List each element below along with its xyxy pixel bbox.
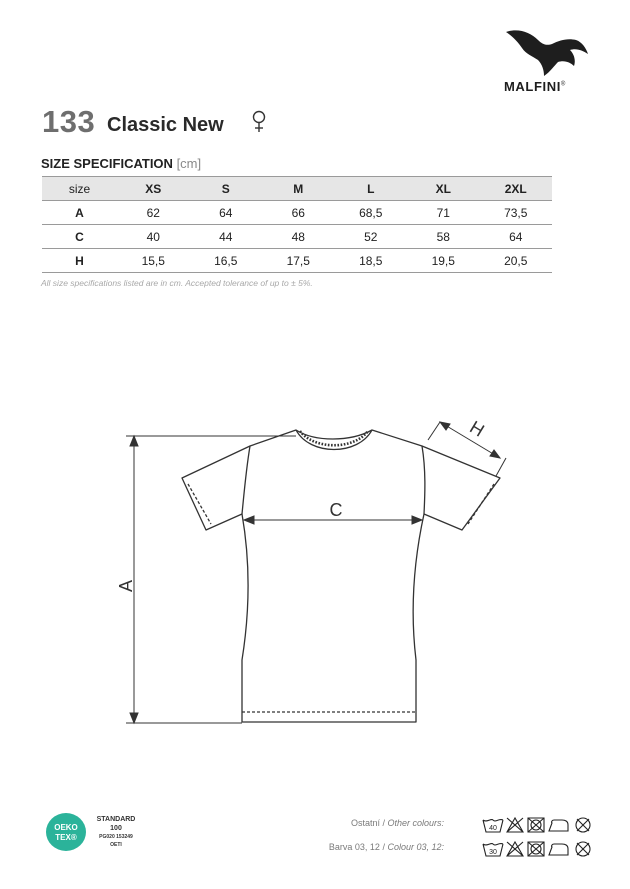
table-cell: 18,5 bbox=[335, 249, 408, 273]
size-header-label: size bbox=[42, 177, 117, 201]
size-specification-heading: SIZE SPECIFICATION [cm] bbox=[41, 156, 202, 171]
row-label: H bbox=[42, 249, 117, 273]
table-cell: 62 bbox=[117, 201, 190, 225]
table-cell: 40 bbox=[117, 225, 190, 249]
tshirt-outline bbox=[182, 430, 500, 722]
table-cell: 20,5 bbox=[480, 249, 553, 273]
svg-text:40: 40 bbox=[489, 825, 497, 832]
table-cell: 16,5 bbox=[190, 249, 263, 273]
oeko-tex-standard: STANDARD 100 PG020 153249 OETI bbox=[96, 816, 136, 848]
svg-text:OEKO: OEKO bbox=[54, 823, 78, 832]
size-xs: XS bbox=[117, 177, 190, 201]
eagle-icon bbox=[504, 26, 590, 78]
female-icon bbox=[250, 110, 268, 134]
label-c: C bbox=[329, 500, 343, 520]
table-row-a bbox=[42, 201, 552, 225]
no-tumble-dry-icon bbox=[528, 818, 544, 832]
table-cell: 48 bbox=[262, 225, 335, 249]
no-bleach-icon bbox=[507, 842, 523, 856]
no-dry-clean-icon bbox=[576, 818, 590, 832]
brand-name: MALFINI® bbox=[504, 79, 566, 94]
malfini-logo bbox=[498, 26, 594, 96]
label-h: H bbox=[466, 416, 488, 441]
table-cell: 71 bbox=[407, 201, 480, 225]
care-label-other: Ostatní / Other colours: bbox=[350, 818, 444, 828]
row-label: A bbox=[42, 201, 117, 225]
table-row-h bbox=[42, 249, 552, 273]
size-header-row bbox=[42, 177, 552, 201]
tolerance-note: All size specifications listed are in cm. Accepted tolerance of up to ± 5%. bbox=[41, 278, 313, 288]
table-cell: 64 bbox=[480, 225, 553, 249]
no-dry-clean-icon bbox=[576, 842, 590, 856]
oeko-tex-logo bbox=[45, 812, 87, 852]
product-name: Classic New bbox=[107, 114, 224, 136]
care-icons bbox=[482, 815, 594, 835]
collar bbox=[296, 430, 372, 450]
size-l: L bbox=[335, 177, 408, 201]
no-tumble-dry-icon bbox=[528, 842, 544, 856]
table-cell: 17,5 bbox=[262, 249, 335, 273]
care-label-colour: Barva 03, 12 / Colour 03, 12: bbox=[328, 842, 444, 852]
iron-icon bbox=[549, 820, 568, 831]
table-cell: 19,5 bbox=[407, 249, 480, 273]
table-cell: 68,5 bbox=[335, 201, 408, 225]
table-cell: 66 bbox=[262, 201, 335, 225]
size-2xl: 2XL bbox=[480, 177, 553, 201]
table-cell: 15,5 bbox=[117, 249, 190, 273]
svg-text:30: 30 bbox=[489, 849, 497, 856]
table-cell: 44 bbox=[190, 225, 263, 249]
product-code: 133 bbox=[42, 104, 96, 139]
table-cell: 58 bbox=[407, 225, 480, 249]
size-table bbox=[42, 176, 552, 273]
table-cell: 64 bbox=[190, 201, 263, 225]
label-a: A bbox=[116, 579, 136, 593]
tshirt-diagram bbox=[110, 410, 520, 740]
svg-text:TEX®: TEX® bbox=[55, 833, 77, 842]
table-cell: 52 bbox=[335, 225, 408, 249]
care-icons bbox=[482, 839, 594, 859]
table-row-c bbox=[42, 225, 552, 249]
iron-icon bbox=[549, 844, 568, 855]
row-label: C bbox=[42, 225, 117, 249]
size-m: M bbox=[262, 177, 335, 201]
no-bleach-icon bbox=[507, 818, 523, 832]
size-s: S bbox=[190, 177, 263, 201]
size-xl: XL bbox=[407, 177, 480, 201]
table-cell: 73,5 bbox=[480, 201, 553, 225]
